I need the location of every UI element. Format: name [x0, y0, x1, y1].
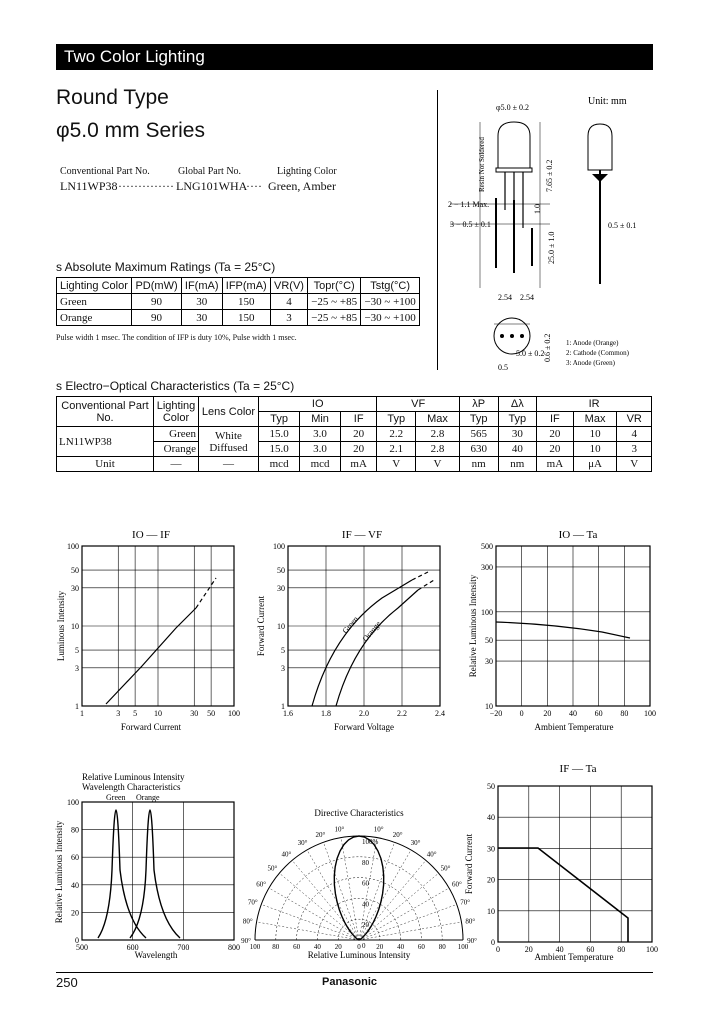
y-tick-label: 40 [487, 813, 495, 823]
eoc-unit: V [617, 457, 652, 472]
type-title: Round Type [56, 86, 169, 109]
eoc-unit: μA [573, 457, 617, 472]
angle-label: 80° [465, 917, 476, 926]
angle-label: 50° [440, 864, 451, 873]
table-row [57, 310, 420, 326]
chart-title: IF — Ta [559, 763, 597, 775]
eoc-unit: mcd [300, 457, 341, 472]
eoc-color: Orange [154, 442, 199, 457]
x-tick-label: 100 [644, 709, 656, 718]
section-title: Two Color Lighting [64, 47, 205, 66]
axis-tick-label: 100 [249, 943, 261, 951]
eoc-unit: — [154, 457, 199, 472]
amr-cell: 30 [181, 310, 222, 326]
amr-header: Tstg(°C) [361, 278, 420, 294]
y-tick-label: 50 [487, 782, 495, 791]
polar-spoke [279, 873, 359, 940]
dim-d4: 0.5 ± 0.1 [608, 221, 637, 230]
y-tick-label: 50 [71, 566, 79, 576]
x-tick-label: 3 [116, 709, 121, 718]
x-tick-label: 10 [154, 709, 162, 718]
eoc-cell: 20 [340, 442, 377, 457]
polar-spoke [359, 873, 439, 940]
chart-subtitle: Wavelength Characteristics [82, 782, 181, 792]
eoc-cell: 3.0 [300, 427, 341, 442]
radial-label: 0 [362, 942, 366, 950]
series-if-ta [498, 848, 628, 942]
chart-title: IO — Ta [558, 529, 598, 541]
eoc-unit: nm [459, 457, 498, 472]
x-tick-label: 20 [543, 709, 552, 718]
eoc-header: IR [537, 397, 652, 412]
axis-tick-label: 0 [357, 943, 361, 951]
eoc-header: λP [459, 397, 498, 412]
y-tick-label: 30 [487, 844, 495, 854]
amr-cell: 150 [222, 294, 270, 310]
angle-label: 70° [247, 898, 258, 907]
chart-wavelength [56, 770, 246, 970]
amr-cell: Orange [57, 310, 132, 326]
x-tick-label: 800 [228, 943, 240, 952]
x-tick-label: 700 [177, 943, 190, 952]
x-tick-label: 80 [620, 709, 629, 718]
eoc-color: Green [154, 427, 199, 442]
x-tick-label: 100 [646, 945, 658, 954]
y-tick-label: 30 [485, 657, 493, 667]
x-tick-label: −20 [489, 709, 503, 718]
eoc-cell: 15.0 [259, 442, 300, 457]
axis-tick-label: 80 [272, 943, 280, 951]
angle-label: 20° [315, 830, 326, 839]
amr-cell: −30 ~ +100 [361, 310, 420, 326]
y-tick-label: 100 [67, 798, 79, 807]
radial-label: 80 [362, 858, 369, 867]
dim-d8: 25.0 ± 1.0 [547, 231, 556, 264]
x-tick-label: 1.6 [283, 709, 293, 718]
x-tick-label: 2.2 [397, 709, 407, 718]
table-row [57, 294, 420, 310]
dim-d9: 1.0 [533, 204, 542, 214]
eoc-unit: mA [537, 457, 574, 472]
eoc-cell: 2.1 [377, 442, 416, 457]
y-tick-label: 20 [487, 875, 495, 885]
angle-label: 90° [467, 937, 477, 945]
y-tick-label: 30 [277, 583, 285, 593]
y-tick-label: 300 [481, 562, 493, 572]
y-tick-label: 500 [481, 542, 493, 551]
angle-label: 90° [241, 937, 251, 945]
eoc-unit: mA [340, 457, 377, 472]
amr-cell: −30 ~ +100 [361, 294, 420, 310]
y-tick-label: 40 [71, 880, 79, 890]
lighting-color-value: Green, Amber [268, 179, 336, 193]
eoc-unit: — [199, 457, 259, 472]
y-tick-label: 0 [491, 938, 495, 947]
x-tick-label: 30 [190, 709, 199, 718]
y-tick-label: 1 [281, 702, 285, 711]
x-tick-label: 60 [594, 709, 603, 718]
eoc-cell: 20 [340, 427, 377, 442]
x-tick-label: 40 [555, 945, 564, 954]
radial-label: 60 [362, 879, 369, 888]
x-axis-label: Wavelength [134, 950, 178, 960]
amr-cell: 30 [181, 294, 222, 310]
chart-if-ta [462, 758, 658, 970]
lighting-color-label: Lighting Color [277, 166, 337, 177]
x-tick-label: 40 [569, 709, 577, 718]
section-title-bar [56, 44, 653, 70]
divider-vertical [437, 90, 438, 370]
dim-d3: 3 − 0.5 ± 0.1 [450, 220, 491, 229]
amr-header: PD(mW) [132, 278, 181, 294]
eoc-cell: 2.8 [416, 427, 460, 442]
angle-label: 80° [242, 917, 253, 926]
angle-label: 30° [297, 839, 308, 848]
dim-d6: 2.54 [520, 293, 534, 302]
amr-table [56, 277, 420, 326]
amr-header: IF(mA) [181, 278, 222, 294]
x-tick-label: 2.0 [359, 709, 369, 718]
angle-label: 40° [426, 850, 437, 859]
eoc-title: s Electro−Optical Characteristics (Ta = 25°C) [56, 379, 295, 393]
y-axis-label: Luminous Intensity [56, 590, 66, 662]
eoc-cell: 10 [573, 442, 617, 457]
eoc-cell: 40 [498, 442, 537, 457]
angle-label: 20° [392, 830, 403, 839]
axis-tick-label: 60 [293, 943, 301, 951]
amr-header: Lighting Color [57, 278, 132, 294]
y-tick-label: 0 [75, 936, 79, 945]
eoc-cell: 20 [537, 427, 574, 442]
y-tick-label: 30 [71, 583, 79, 593]
y-axis-label: Forward Current [256, 595, 266, 657]
eoc-unit: mcd [259, 457, 300, 472]
outline-drawing [440, 88, 655, 378]
eoc-cell: 630 [459, 442, 498, 457]
x-tick-label: 5 [133, 709, 138, 718]
dim-d1: φ5.0 ± 0.2 [496, 103, 530, 112]
y-tick-label: 10 [277, 622, 285, 631]
x-tick-label: 50 [207, 709, 216, 718]
y-tick-label: 3 [281, 663, 285, 673]
amr-cell: 150 [222, 310, 270, 326]
x-tick-label: 500 [76, 943, 88, 952]
eoc-cell: 30 [498, 427, 537, 442]
eoc-subheader: Typ [498, 412, 537, 427]
eoc-subheader: Typ [259, 412, 300, 427]
dim-d10: 5.0 ± 0.2 [516, 349, 545, 358]
x-tick-label: 1 [80, 709, 84, 718]
angle-label: 50° [267, 864, 278, 873]
axis-tick-label: 80 [438, 943, 446, 951]
series-green [312, 580, 412, 706]
footer-rule [56, 972, 653, 973]
y-tick-label: 50 [277, 566, 285, 576]
eoc-header: Δλ [498, 397, 537, 412]
x-tick-label: 80 [617, 945, 626, 954]
x-axis-label: Forward Voltage [334, 722, 394, 732]
chart-io-if [56, 524, 246, 736]
y-tick-label: 1 [75, 702, 79, 711]
radial-label: 100% [362, 838, 379, 846]
y-tick-label: 20 [71, 908, 79, 918]
series-green-ext [412, 572, 428, 580]
eoc-unit: V [416, 457, 460, 472]
dim-leg3: 3: Anode (Green) [566, 359, 615, 367]
y-tick-label: 100 [481, 607, 493, 617]
radial-label: 40 [362, 900, 369, 909]
radial-label: 20 [362, 921, 369, 930]
eoc-unit: V [377, 457, 416, 472]
series-io-ta [496, 622, 630, 638]
y-tick-label: 10 [487, 906, 495, 916]
angle-label: 30° [410, 839, 421, 848]
y-axis-label: Forward Current [464, 833, 474, 895]
table-row [57, 278, 420, 294]
y-tick-label: 80 [71, 825, 79, 835]
series-title: φ5.0 mm Series [56, 119, 205, 142]
conv-part-label: Conventional Part No. [60, 166, 150, 177]
y-tick-label: 60 [71, 853, 79, 863]
series-orange [130, 810, 180, 938]
global-part-label: Global Part No. [178, 166, 242, 177]
dim-leg2: 2: Cathode (Common) [566, 349, 629, 357]
axis-tick-label: 20 [376, 943, 384, 951]
amr-title: s Absolute Maximum Ratings (Ta = 25°C) [56, 260, 276, 274]
eoc-cell: 4 [617, 427, 652, 442]
polar-spoke [359, 860, 426, 940]
dim-d12: 0.6 ± 0.2 [543, 333, 552, 362]
axis-tick-label: 40 [313, 943, 321, 951]
x-tick-label: 1.8 [321, 709, 331, 718]
dim-d13: 0.5 [498, 363, 508, 372]
eoc-unit: nm [498, 457, 537, 472]
chart-title: Relative Luminous Intensity [82, 772, 185, 782]
chart-if-vf [252, 524, 445, 736]
brand-logo: Panasonic [322, 976, 378, 988]
eoc-subheader: Typ [459, 412, 498, 427]
series-label-orange: Orange [360, 619, 383, 644]
x-tick-label: 600 [126, 943, 139, 952]
eoc-lens: White Diffused [199, 427, 259, 457]
eoc-cell: 3.0 [300, 442, 341, 457]
y-tick-label: 100 [273, 542, 285, 551]
axis-tick-label: 20 [334, 943, 342, 951]
series-label-green: Green [340, 614, 361, 636]
amr-header: Topr(°C) [308, 278, 361, 294]
chart-title: Directive Characteristics [314, 808, 404, 818]
y-tick-label: 5 [75, 646, 79, 656]
amr-note: Pulse width 1 msec. The condition of IFP is duty 10%, Pulse width 1 msec. [56, 333, 297, 342]
eoc-subheader: VR [617, 412, 652, 427]
eoc-cell: 3 [617, 442, 652, 457]
y-tick-label: 3 [75, 663, 79, 673]
x-axis-label: Ambient Temperature [534, 952, 614, 962]
y-axis-label: Relative Luminous Intensity [54, 820, 64, 924]
angle-label: 40° [281, 850, 292, 859]
axis-tick-label: 40 [397, 943, 405, 951]
table-row [57, 427, 652, 442]
x-tick-label: 0 [496, 945, 500, 954]
eoc-cell: 20 [537, 442, 574, 457]
angle-label: 60° [451, 880, 462, 889]
series-io-if-ext [196, 578, 216, 608]
dim-d2: 2 − 1.1 Max. [448, 200, 490, 209]
amr-cell: 90 [132, 294, 181, 310]
x-axis-label: Forward Current [120, 722, 182, 732]
dim-d11: Resin Not Soldered [478, 137, 486, 192]
eoc-header: IO [259, 397, 377, 412]
x-axis-label: Relative Luminous Intensity [307, 950, 411, 960]
series-orange [336, 590, 418, 706]
axis-tick-label: 100 [457, 943, 469, 951]
chart-title: IO — IF [132, 529, 170, 541]
eoc-table [56, 396, 652, 472]
amr-header: VR(V) [270, 278, 307, 294]
y-tick-label: 10 [485, 702, 493, 711]
x-tick-label: 2.4 [435, 709, 445, 718]
amr-cell: 3 [270, 310, 307, 326]
eoc-header: Lighting Color [154, 397, 199, 427]
eoc-cell: 2.2 [377, 427, 416, 442]
polar-spoke [292, 860, 359, 940]
polar-ring [297, 878, 422, 940]
eoc-subheader: Typ [377, 412, 416, 427]
angle-label: 60° [256, 880, 267, 889]
eoc-subheader: Max [416, 412, 460, 427]
axis-tick-label: 60 [417, 943, 425, 951]
eoc-cell: 15.0 [259, 427, 300, 442]
angle-label: 10° [334, 825, 345, 834]
angle-label: 10° [373, 825, 384, 834]
amr-cell: −25 ~ +85 [308, 310, 361, 326]
eoc-subheader: Min [300, 412, 341, 427]
y-axis-label: Relative Luminous Intensity [468, 574, 478, 678]
eoc-part: LN11WP38 [57, 427, 154, 457]
directive-pattern [334, 836, 383, 940]
global-part-value: LNG101WHA [176, 179, 248, 193]
dim-d7: 7.65 ± 0.2 [545, 159, 554, 192]
amr-cell: 90 [132, 310, 181, 326]
dim-leg1: 1: Anode (Orange) [566, 339, 619, 347]
series-orange-ext [418, 580, 434, 590]
eoc-header: Conventional Part No. [57, 397, 154, 427]
chart-title: IF — VF [341, 529, 383, 541]
eoc-unit-label: Unit [57, 457, 154, 472]
eoc-subheader: IF [537, 412, 574, 427]
amr-header: IFP(mA) [222, 278, 270, 294]
eoc-subheader: Max [573, 412, 617, 427]
amr-cell: 4 [270, 294, 307, 310]
x-tick-label: 20 [524, 945, 533, 954]
eoc-cell: 2.8 [416, 442, 460, 457]
series-label-green: Green [106, 793, 126, 802]
x-axis-label: Ambient Temperature [534, 722, 614, 732]
table-row [57, 457, 652, 472]
y-tick-label: 5 [281, 646, 285, 656]
eoc-header: VF [377, 397, 459, 412]
angle-label: 70° [460, 898, 471, 907]
y-tick-label: 50 [485, 636, 493, 646]
eoc-cell: 565 [459, 427, 498, 442]
dim-d5: 2.54 [498, 293, 512, 302]
amr-cell: −25 ~ +85 [308, 294, 361, 310]
dim-unit: Unit: mm [588, 96, 627, 107]
series-label-orange: Orange [136, 793, 160, 802]
amr-cell: Green [57, 294, 132, 310]
eoc-header: Lens Color [199, 397, 259, 427]
page-number: 250 [56, 975, 78, 990]
y-tick-label: 10 [71, 622, 79, 631]
x-tick-label: 100 [228, 709, 240, 718]
x-tick-label: 0 [519, 709, 524, 718]
eoc-subheader: IF [340, 412, 377, 427]
series-io-if [106, 608, 196, 704]
table-row [57, 397, 652, 412]
conv-part-value: LN11WP38 [60, 179, 118, 193]
y-tick-label: 100 [67, 542, 79, 551]
chart-io-ta [462, 524, 658, 736]
eoc-cell: 10 [573, 427, 617, 442]
x-tick-label: 60 [586, 945, 595, 954]
